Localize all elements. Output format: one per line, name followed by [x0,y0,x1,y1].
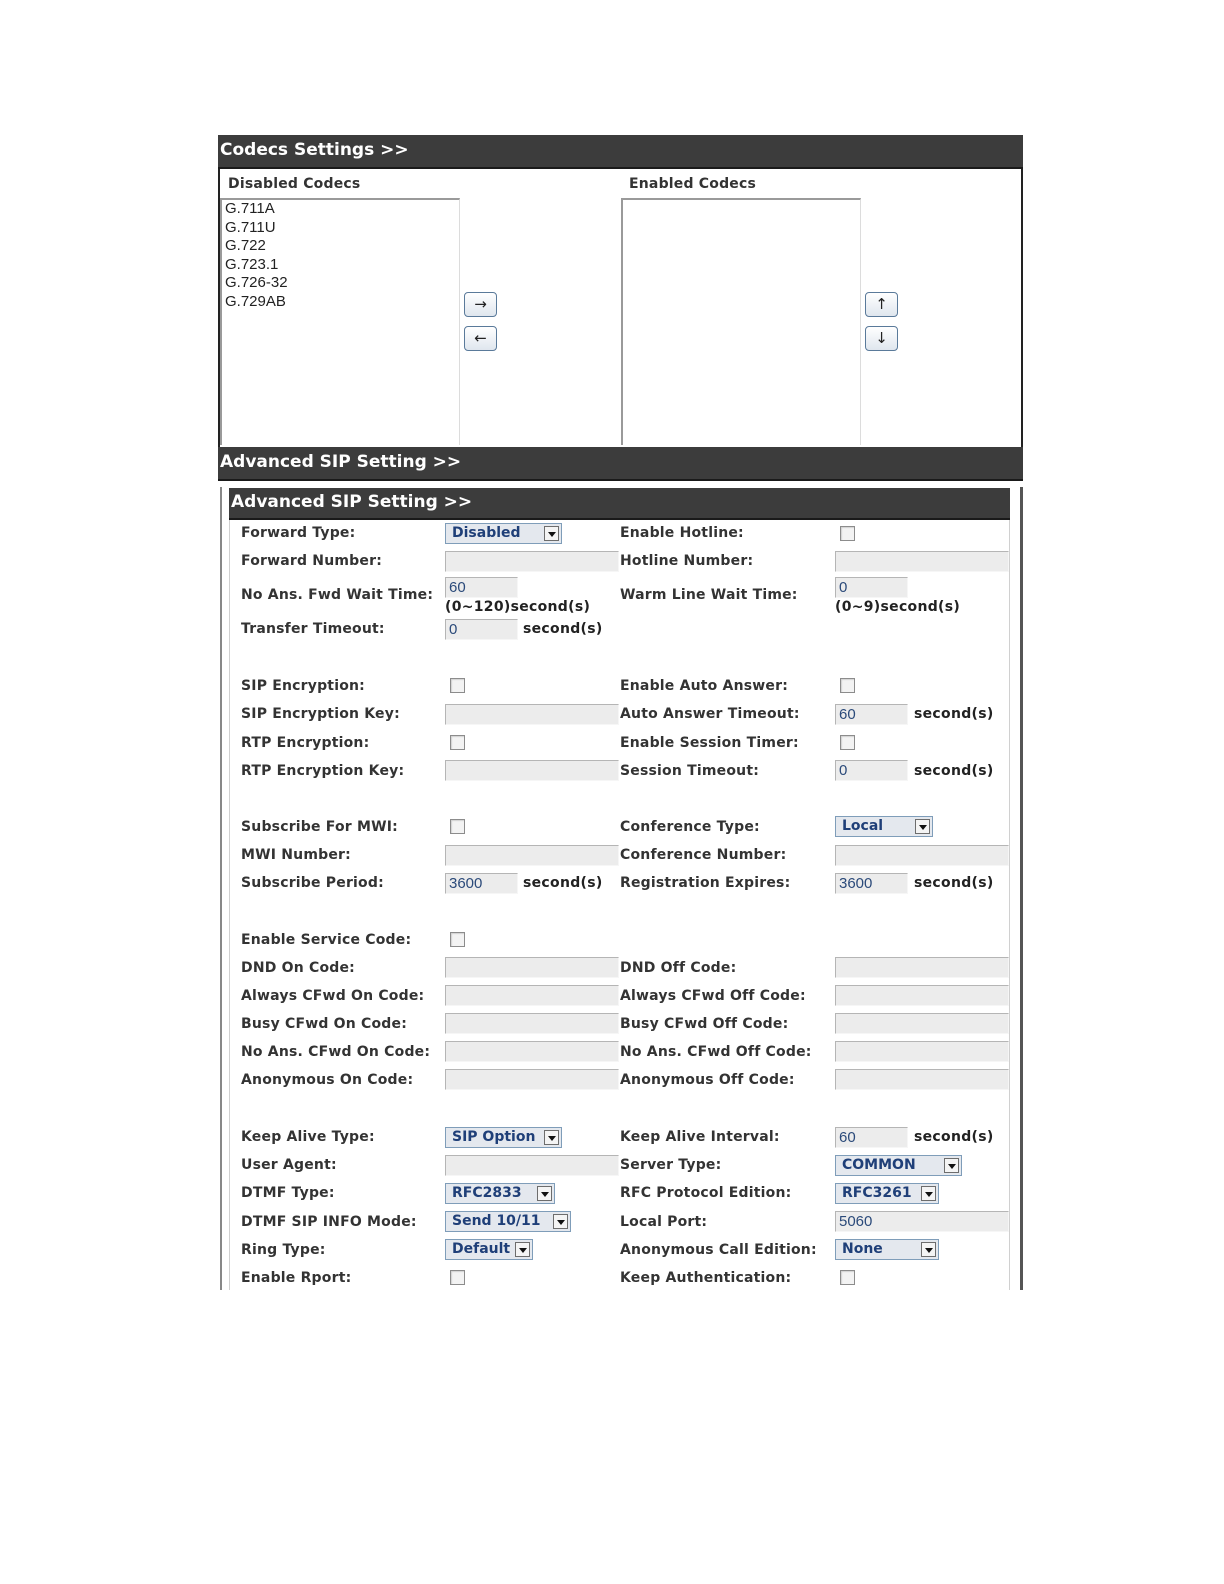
enable-session-timer-label: Enable Session Timer: [620,735,799,751]
warm-line-wait-time-label: Warm Line Wait Time: [620,587,798,603]
session-timeout-input[interactable]: 0 [835,760,908,781]
enable-rport-checkbox[interactable] [450,1270,465,1285]
enabled-codecs-title: Enabled Codecs [629,176,757,192]
chevron-down-icon [515,1242,530,1257]
forward-type-label: Forward Type: [241,525,356,541]
chevron-down-icon [915,819,930,834]
enable-session-timer-checkbox[interactable] [840,735,855,750]
busy-cfwd-off-code-label: Busy CFwd Off Code: [620,1016,789,1032]
keep-alive-type-select[interactable] [445,1127,562,1148]
mwi-number-input[interactable] [445,845,619,866]
keep-alive-type-label: Keep Alive Type: [241,1129,375,1145]
subscribe-period-input[interactable]: 3600 [445,873,518,894]
keep-alive-interval-unit: second(s) [914,1129,994,1145]
ring-type-label: Ring Type: [241,1242,326,1258]
enable-hotline-label: Enable Hotline: [620,525,744,541]
no-ans-fwd-wait-time-hint: (0~120)second(s) [445,599,591,615]
dnd-off-code-input[interactable] [835,957,1009,978]
forward-type-value: Disabled [452,525,521,541]
conference-number-input[interactable] [835,845,1009,866]
rfc-protocol-edition-select[interactable] [835,1183,939,1204]
ring-type-select[interactable] [445,1239,533,1260]
always-cfwd-on-code-input[interactable] [445,985,619,1006]
enable-auto-answer-checkbox[interactable] [840,678,855,693]
enable-rport-label: Enable Rport: [241,1270,352,1286]
enable-auto-answer-label: Enable Auto Answer: [620,678,789,694]
conference-type-select[interactable] [835,816,933,837]
sip-encryption-checkbox[interactable] [450,678,465,693]
no-ans-cfwd-off-code-label: No Ans. CFwd Off Code: [620,1044,812,1060]
subscribe-for-mwi-label: Subscribe For MWI: [241,819,398,835]
dtmf-sip-info-mode-value: Send 10/11 [452,1213,541,1229]
mwi-number-label: MWI Number: [241,847,351,863]
codec-option[interactable]: G.711A [225,200,275,217]
rfc-protocol-edition-label: RFC Protocol Edition: [620,1185,792,1201]
forward-number-input[interactable] [445,551,619,572]
anonymous-call-edition-label: Anonymous Call Edition: [620,1242,817,1258]
codec-option[interactable]: G.723.1 [225,255,279,273]
transfer-timeout-unit: second(s) [523,621,603,637]
busy-cfwd-off-code-input[interactable] [835,1013,1009,1034]
codecs-settings-header[interactable]: Codecs Settings >> [218,135,1023,169]
dtmf-sip-info-mode-label: DTMF SIP INFO Mode: [241,1214,417,1230]
subscribe-period-label: Subscribe Period: [241,875,384,891]
anonymous-off-code-label: Anonymous Off Code: [620,1072,795,1088]
chevron-down-icon [944,1158,959,1173]
auto-answer-timeout-label: Auto Answer Timeout: [620,706,800,722]
chevron-down-icon [537,1186,552,1201]
anonymous-on-code-label: Anonymous On Code: [241,1072,414,1088]
hotline-number-label: Hotline Number: [620,553,754,569]
registration-expires-unit: second(s) [914,875,994,891]
transfer-timeout-input[interactable]: 0 [445,619,518,640]
always-cfwd-on-code-label: Always CFwd On Code: [241,988,425,1004]
advanced-sip-header-inner: Advanced SIP Setting >> [229,488,1010,520]
enable-hotline-checkbox[interactable] [840,526,855,541]
rfc-protocol-edition-value: RFC3261 [842,1185,912,1201]
rtp-encryption-checkbox[interactable] [450,735,465,750]
anonymous-call-edition-value: None [842,1241,883,1257]
auto-answer-timeout-input[interactable]: 60 [835,704,908,725]
sip-encryption-key-label: SIP Encryption Key: [241,706,400,722]
keep-alive-interval-label: Keep Alive Interval: [620,1129,780,1145]
rtp-encryption-key-label: RTP Encryption Key: [241,763,405,779]
enable-service-code-checkbox[interactable] [450,932,465,947]
chevron-down-icon [921,1242,936,1257]
conference-type-value: Local [842,818,884,834]
disabled-codecs-listbox[interactable] [220,198,460,445]
user-agent-input[interactable] [445,1155,619,1176]
registration-expires-input[interactable]: 3600 [835,873,908,894]
always-cfwd-off-code-label: Always CFwd Off Code: [620,988,806,1004]
auto-answer-timeout-unit: second(s) [914,706,994,722]
busy-cfwd-on-code-input[interactable] [445,1013,619,1034]
keep-authentication-checkbox[interactable] [840,1270,855,1285]
keep-alive-type-value: SIP Option [452,1129,536,1145]
no-ans-fwd-wait-time-label: No Ans. Fwd Wait Time: [241,587,434,603]
sip-encryption-key-input[interactable] [445,704,619,725]
server-type-value: COMMON [842,1157,916,1173]
registration-expires-label: Registration Expires: [620,875,791,891]
codec-option[interactable]: G.726-32 [225,274,288,292]
transfer-timeout-label: Transfer Timeout: [241,621,385,637]
keep-authentication-label: Keep Authentication: [620,1270,792,1286]
user-agent-label: User Agent: [241,1157,337,1173]
anonymous-call-edition-select[interactable] [835,1239,939,1260]
sip-encryption-label: SIP Encryption: [241,678,365,694]
dtmf-type-label: DTMF Type: [241,1185,335,1201]
conference-type-label: Conference Type: [620,819,760,835]
always-cfwd-off-code-input[interactable] [835,985,1009,1006]
forward-number-label: Forward Number: [241,553,382,569]
anonymous-off-code-input[interactable] [835,1069,1009,1090]
move-up-button[interactable]: ↑ [865,292,898,317]
keep-alive-interval-input[interactable]: 60 [835,1127,908,1148]
rtp-encryption-label: RTP Encryption: [241,735,370,751]
subscribe-for-mwi-checkbox[interactable] [450,819,465,834]
anonymous-on-code-input[interactable] [445,1069,619,1090]
busy-cfwd-on-code-label: Busy CFwd On Code: [241,1016,407,1032]
codec-option[interactable]: G.722 [225,237,266,255]
codec-option[interactable]: G.711U [225,218,276,236]
server-type-select[interactable] [835,1155,962,1176]
hotline-number-input[interactable] [835,551,1009,572]
local-port-input[interactable]: 5060 [835,1211,1009,1232]
dnd-off-code-label: DND Off Code: [620,960,737,976]
chevron-down-icon [544,1130,559,1145]
advanced-sip-header-outer[interactable]: Advanced SIP Setting >> [218,447,1023,481]
local-port-label: Local Port: [620,1214,708,1230]
no-ans-cfwd-on-code-label: No Ans. CFwd On Code: [241,1044,431,1060]
move-right-button[interactable]: → [464,292,497,317]
move-left-button[interactable]: ← [464,326,497,351]
session-timeout-label: Session Timeout: [620,763,760,779]
dtmf-type-value: RFC2833 [452,1185,522,1201]
chevron-down-icon [921,1186,936,1201]
enable-service-code-label: Enable Service Code: [241,932,412,948]
no-ans-cfwd-off-code-input[interactable] [835,1041,1009,1062]
enabled-codecs-listbox[interactable] [621,198,861,445]
dtmf-sip-info-mode-select[interactable] [445,1211,571,1232]
subscribe-period-unit: second(s) [523,875,603,891]
ring-type-value: Default [452,1241,511,1257]
warm-line-wait-time-input[interactable]: 0 [835,577,908,598]
codec-option[interactable]: G.729AB [225,292,286,310]
no-ans-cfwd-on-code-input[interactable] [445,1041,619,1062]
dnd-on-code-input[interactable] [445,957,619,978]
no-ans-fwd-wait-time-input[interactable]: 60 [445,577,518,598]
chevron-down-icon [553,1214,568,1229]
dtmf-type-select[interactable] [445,1183,555,1204]
dnd-on-code-label: DND On Code: [241,960,355,976]
session-timeout-unit: second(s) [914,763,994,779]
forward-type-select[interactable] [445,523,562,544]
disabled-codecs-title: Disabled Codecs [228,176,361,192]
chevron-down-icon [544,526,559,541]
server-type-label: Server Type: [620,1157,722,1173]
conference-number-label: Conference Number: [620,847,787,863]
warm-line-wait-time-hint: (0~9)second(s) [835,599,961,615]
rtp-encryption-key-input[interactable] [445,760,619,781]
move-down-button[interactable]: ↓ [865,326,898,351]
